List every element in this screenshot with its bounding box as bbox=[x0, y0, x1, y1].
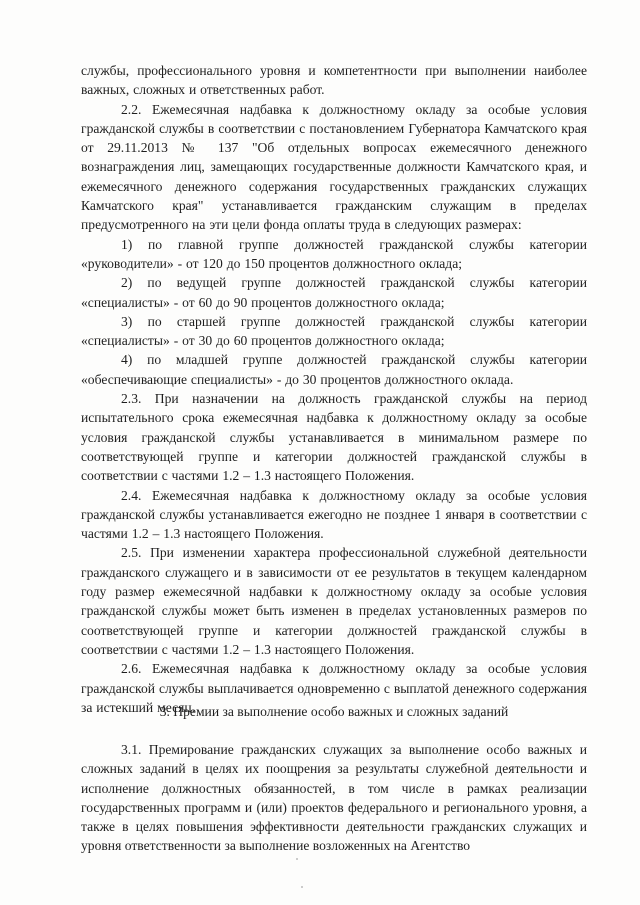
list-item-4: 4) по младшей группе должностей гражданской службы категории «обеспечивающие специалисты» - до 30 процентов должностного оклада. bbox=[81, 352, 587, 387]
paragraph-continuation: службы, профессионального уровня и компетентности при выполнении наиболее важных, сложных и ответственных работ. bbox=[81, 63, 587, 98]
list-item-2: 2) по ведущей группе должностей гражданской службы категории «специалисты» - от 60 до 90 процентов должностного оклада; bbox=[81, 275, 587, 310]
list-item-3: 3) по старшей группе должностей гражданской службы категории «специалисты» - от 30 до 60 процентов должностного оклада; bbox=[81, 313, 587, 349]
scan-artifact bbox=[301, 886, 303, 888]
paragraph-2-6: 2.6. Ежемесячная надбавка к должностному окладу за особые условия гражданской службы выплачивается одновременно с выплатой денежного содержания за истекший месяц. bbox=[81, 661, 587, 715]
list-item-1: 1) по главной группе должностей гражданской службы категории «руководители» - от 120 до 150 процентов должностного оклада; bbox=[81, 236, 587, 271]
paragraph-2-5: 2.5. При изменении характера профессиональной служебной деятельности гражданского служащего и в зависимости от ее результатов в текущем календарном году размер ежемесячной надбавки к должностному окладу за особые условия гражданской службы может быть изменен в пределах установленных размеров по соответствующей группе и категории должностей гражданской службы в соответствии с частями 1.2 – 1.3 настоящего Положения. bbox=[81, 545, 587, 657]
scan-artifact bbox=[296, 858, 298, 860]
section3-body bbox=[81, 740, 587, 856]
paragraph-2-2: 2.2. Ежемесячная надбавка к должностному окладу за особые условия гражданской службы в соответствии с постановлением Губернатора Камчатского края от 29.11.2013 № 137 "Об отдельных вопросах ежемесячного денежного вознаграждения лиц, замещающих государственные должности Камчатского края, и ежемесячного денежного содержания государственных гражданских служащих Камчатского края" устанавливается гражданским служащим в пределах предусмотренного на эти цели фонда оплаты труда в следующих размерах: bbox=[81, 101, 587, 233]
paragraph-2-4: 2.4. Ежемесячная надбавка к должностному окладу за особые условия гражданской службы устанавливается ежегодно не позднее 1 января в соответствии с частями 1.2 – 1.3 настоящего Положения. bbox=[81, 487, 587, 542]
section2-body bbox=[81, 61, 587, 717]
section-3-heading: 3. Премии за выполнение особо важных и сложных заданий bbox=[159, 704, 509, 719]
paragraph-2-3: 2.3. При назначении на должность гражданской службы на период испытательного срока ежемесячная надбавка к должностному окладу за особые условия гражданской службы устанавливается в минимальном размере по соответствующей группе и категории должностей гражданской службы в соответствии с частями 1.2 – 1.3 настоящего Положения. bbox=[81, 391, 587, 484]
paragraph-3-1: 3.1. Премирование гражданских служащих за выполнение особо важных и сложных заданий в целях их поощрения за результаты служебной деятельности и исполнение должностных обязанностей, в том числе в рамках реализации государственных программ и (или) проектов федерального и регионального уровня, а также в целях повышения эффективности деятельности гражданских служащих и уровня ответственности за выполнение возложенных на Агентство bbox=[81, 742, 587, 854]
